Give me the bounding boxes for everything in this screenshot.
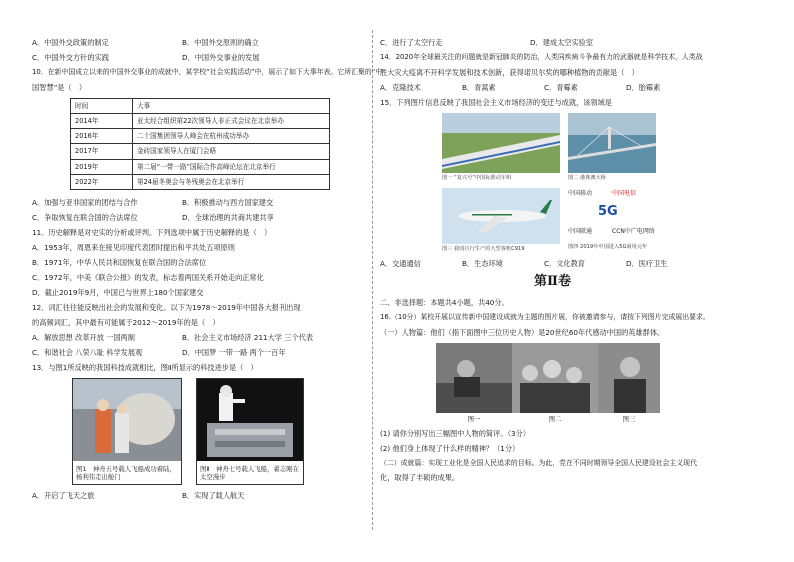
q10-events-table xyxy=(70,98,330,190)
table-row xyxy=(71,174,330,189)
q12-options-row1 xyxy=(32,333,362,342)
q12-options-row2 xyxy=(32,348,362,357)
q13-option-b[interactable]: B．实现了载人航天 xyxy=(182,490,245,500)
table-header-row xyxy=(71,98,330,113)
part-two-title: 第Ⅱ卷 xyxy=(534,273,571,289)
section-two-heading: 二、非选择题：本题共4小题，共40分。 xyxy=(380,297,509,307)
q15-stem: 15．下列图片信息反映了我国社会主义市场经济的变迁与成就，该领域是 xyxy=(380,97,612,107)
china-unicom-logo: 中国联通 xyxy=(568,227,593,235)
q10-option-c[interactable]: C．争取恢复在联合国的合法席位 xyxy=(32,213,138,223)
q16-sub1: （一）人物篇：他们（指下面图中三位历史人物）是20世纪60年代感动中国的英雄群体。 xyxy=(380,327,665,337)
q10-option-b[interactable]: B．积极推动与西方国家建交 xyxy=(182,198,274,208)
q15-figure-2-caption: 图二 港珠澳大桥 xyxy=(568,175,606,182)
q14-options xyxy=(380,83,725,92)
table-cell-event: 金砖国家领导人在厦门会晤 xyxy=(133,144,330,159)
q13-option-a[interactable]: A．开启了飞天之旅 xyxy=(32,490,95,500)
q15-figure-3-caption: 图三 我国自行生产的大型客机C919 xyxy=(442,246,525,253)
q16-stem: 16.（10分）某校开展以宣传新中国建设成就为主题的图片展，你被邀请参与，请按下列图片完成展出要求。 xyxy=(380,312,710,321)
q13-figure-1-caption: 图1 神舟五号载人飞船成功着陆，杨利伟走出舱门 xyxy=(76,465,176,482)
hero-photo-3 xyxy=(598,343,660,413)
q13-figure-2-caption: 图Ⅱ 神舟七号载人飞船，翟志刚在太空漫步 xyxy=(200,465,300,482)
high-speed-train-photo xyxy=(442,113,560,173)
q14-option-c[interactable]: C．青霉素 xyxy=(544,82,578,92)
table-cell-year: 2016年 xyxy=(71,129,133,144)
q13-options-row1 xyxy=(32,491,362,500)
q10-option-a[interactable]: A．加强与亚非国家的团结与合作 xyxy=(32,198,138,208)
5g-logo: 5G xyxy=(598,203,618,219)
q15-figures xyxy=(442,113,655,253)
q9-option-a[interactable]: A．中国外交政策的制定 xyxy=(32,38,109,47)
q9-option-c[interactable]: C．中国外交方针的实践 xyxy=(32,53,109,62)
q15-option-b[interactable]: B．生态环境 xyxy=(462,258,503,268)
table-cell-year: 2022年 xyxy=(71,174,133,189)
bridge-photo xyxy=(568,113,656,173)
hero-photo-1 xyxy=(436,343,512,413)
q13-option-d[interactable]: D．建成太空实验室 xyxy=(530,38,594,47)
q16-sub2-line2: 化，取得了丰硕的成果。 xyxy=(380,473,460,483)
table-cell-year: 2019年 xyxy=(71,159,133,174)
q15-option-c[interactable]: C．文化教育 xyxy=(544,258,585,268)
q9-options-row2 xyxy=(32,53,362,62)
q13-options-row2 xyxy=(380,38,725,47)
q14-stem-line2: 胜大灾大疫离不开科学发展和技术创新，获得诺贝尔奖的哪种植物的贡献是（ ） xyxy=(380,67,639,77)
table-header-event: 大事 xyxy=(133,98,330,113)
q16-sub2-line1: （二）成就篇：实现工业化是全国人民追求的目标。为此，党在不同时期领导全国人民建设社会主义现代 xyxy=(380,458,697,467)
ccn-logo: CCN中广电网络 xyxy=(612,227,655,235)
q15-figure-4 xyxy=(568,188,658,253)
q13-figure-2 xyxy=(196,378,304,485)
q11-option-d[interactable]: D．截止2019年9月，中国已与世界上180个国家建交 xyxy=(32,288,204,298)
spacewalk-photo xyxy=(197,379,303,461)
q11-stem: 11．历史解释是对史实的分析或评判。下列选项中属于历史解释的是（ ） xyxy=(32,228,272,238)
q13-figures xyxy=(72,378,362,485)
q16-photos xyxy=(436,343,725,413)
q15-figure-3 xyxy=(442,188,562,253)
china-telecom-logo: 中国电信 xyxy=(612,189,637,197)
q12-option-b[interactable]: B．社会主义市场经济 211大学 三个代表 xyxy=(182,333,314,343)
right-column xyxy=(380,38,725,488)
q15-options xyxy=(380,259,725,268)
q12-option-d[interactable]: D．中国梦 一带一路 两个一百年 xyxy=(182,348,286,358)
q11-option-c[interactable]: C．1972年，中美《联合公报》的发表，标志着两国关系开始走向正常化 xyxy=(32,273,264,283)
q14-option-a[interactable]: A．克隆技术 xyxy=(380,82,421,92)
q11-option-a[interactable]: A．1953年，周恩来在接见印度代表团时提出和平共处五项原则 xyxy=(32,243,235,253)
column-divider xyxy=(372,30,373,530)
q11-option-b[interactable]: B．1971年，中华人民共和国恢复在联合国的合法席位 xyxy=(32,258,207,268)
q16-photo-labels xyxy=(436,415,725,423)
q16-question-1: (1) 请你分别写出三幅图中人物的简评。（3分） xyxy=(380,428,531,438)
q12-option-a[interactable]: A．解放思想 改革开放 一国两制 xyxy=(32,333,135,343)
q12-option-c[interactable]: C．和谐社会 八荣八耻 科学发展观 xyxy=(32,348,143,358)
q15-figure-1 xyxy=(442,113,562,182)
q13-option-c[interactable]: C．进行了太空行走 xyxy=(380,38,443,47)
hero-photo-2 xyxy=(512,343,598,413)
q16-question-2: (2) 他们身上体现了什么样的精神？（1分） xyxy=(380,443,520,453)
q14-option-b[interactable]: B．青蒿素 xyxy=(462,82,496,92)
table-row xyxy=(71,129,330,144)
q15-figure-2 xyxy=(568,113,658,182)
airplane-photo xyxy=(442,188,560,244)
table-cell-year: 2017年 xyxy=(71,144,133,159)
q15-option-a[interactable]: A．交通通信 xyxy=(380,258,421,268)
q10-options-row2 xyxy=(32,213,362,222)
table-header-time: 时间 xyxy=(71,98,133,113)
table-cell-event: 第24届冬奥会与冬残奥会在北京举行 xyxy=(133,174,330,189)
table-row xyxy=(71,144,330,159)
table-cell-event: 二十国集团领导人峰会在杭州成功举办 xyxy=(133,129,330,144)
q15-figure-1-caption: 图一 “复兴号”中国标准动车组 xyxy=(442,175,512,182)
photo-label-1: 图一 xyxy=(467,414,481,423)
q10-stem-line2: 国智慧”是（ ） xyxy=(32,82,87,92)
q10-option-d[interactable]: D．全球治理的共商共建共享 xyxy=(182,213,274,223)
q10-stem-line1: 10．在新中国成立以来的中国外交事业的成就中，某学校“社会实践活动”中，展示了如下大事年表。它所汇聚的“中 xyxy=(32,68,383,76)
q9-option-b[interactable]: B．中国外交原则的确立 xyxy=(182,38,259,47)
q9-options-row1 xyxy=(32,38,362,47)
photo-label-3: 图三 xyxy=(622,414,636,423)
q13-stem: 13．与图1所反映的我国科技成就相比，图Ⅱ所显示的科技进步是（ ） xyxy=(32,363,258,373)
q14-option-d[interactable]: D．胎霉素 xyxy=(626,82,661,92)
table-row xyxy=(71,113,330,128)
q15-option-d[interactable]: D．医疗卫生 xyxy=(626,258,668,268)
telecom-logos xyxy=(568,188,658,244)
q9-option-d[interactable]: D．中国外交事业的发展 xyxy=(182,53,260,62)
china-mobile-logo: 中国移动 xyxy=(568,189,593,197)
q13-figure-1 xyxy=(72,378,182,485)
astronaut-landing-photo xyxy=(73,379,181,461)
photo-label-2: 图二 xyxy=(548,414,562,423)
q14-stem-line1: 14．2020年全球最关注的问题就是新冠肺炎的防治，人类同疾病斗争最有力的武器就是科学技术，人类战 xyxy=(380,53,703,61)
q12-stem-line2: 的高频词汇，其中最有可能属于2012～2019年的是（ ） xyxy=(32,318,220,328)
table-cell-year: 2014年 xyxy=(71,113,133,128)
q10-options-row1 xyxy=(32,198,362,207)
q15-figure-4-caption: 图四 2019年中国进入5G商用元年 xyxy=(568,243,648,250)
left-column xyxy=(32,38,383,506)
table-cell-event: 第二届“一带一路”国际合作高峰论坛在北京举行 xyxy=(133,159,330,174)
table-cell-event: 亚太经合组织第22次领导人非正式会议在北京举办 xyxy=(133,113,330,128)
table-row xyxy=(71,159,330,174)
q12-stem-line1: 12．词汇往往能反映出社会的发展和变化。以下为1978～2019年中国各大报刊出现 xyxy=(32,303,301,313)
